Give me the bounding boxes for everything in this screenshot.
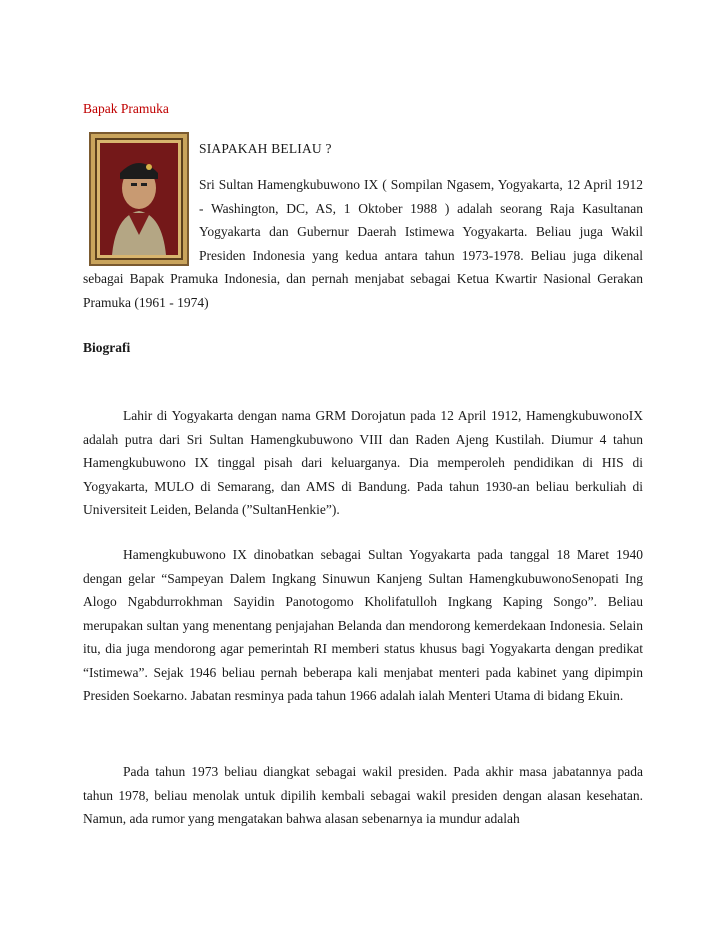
paragraph-2: Hamengkubuwono IX dinobatkan sebagai Sultan Yogyakarta pada tanggal 18 Maret 1940 dengan gelar “Sampeyan Dalem Ingkang Sinuwun Kanjeng Sultan HamengkubuwonoSenopati Ing Alogo Ngabdurrokhman Sayidin Panotogomo Kholifatulloh Ingkang Kaping Songo”. Beliau merupakan sultan yang menentang penjajahan Belanda dan mendorong kemerdekaan Indonesia. Selain itu, dia juga mendorong agar pemerintah RI memberi status khusus bagi Yogyakarta dengan predikat “Istimewa”. Sejak 1946 beliau pernah beberapa kali menjabat menteri pada kabinet yang dipimpin Presiden Soekarno. Jabatan resminya pada tahun 1966 adalah ialah Menteri Utama di bidang Ekuin. [83,547,643,703]
paragraph-3: Pada tahun 1973 beliau diangkat sebagai wakil presiden. Pada akhir masa jabatannya pada tahun 1978, beliau menolak untuk dipilih kembali sebagai wakil presiden dengan alasan kesehatan. Namun, ada rumor yang mengatakan bahwa alasan sebenarnya ia mundur adalah [83,764,643,826]
portrait-spacer [83,173,199,267]
page-heading: Bapak Pramuka [83,101,169,116]
intro-paragraph [83,173,643,314]
paragraph-1: Lahir di Yogyakarta dengan nama GRM Dorojatun pada 12 April 1912, HamengkubuwonoIX adalah putra dari Sri Sultan Hamengkubuwono VIII dan Raden Ajeng Kustilah. Diumur 4 tahun Hamengkubuwono IX tinggal pisah dari keluarganya. Dia memperoleh pendidikan di HIS di Yogyakarta, MULO di Semarang, dan AMS di Bandung. Pada tahun 1930-an beliau berkuliah di Universiteit Leiden, Belanda (”SultanHenkie”). [83,408,643,517]
intro-title: SIAPAKAH BELIAU ? [199,141,332,156]
section-heading: Biografi [83,340,131,355]
intro-text: Sri Sultan Hamengkubuwono IX ( Sompilan Ngasem, Yogyakarta, 12 April 1912 - Washington, DC, AS, 1 Oktober 1988 ) adalah seorang Raja Kasultanan Yogyakarta dan Gubernur Daerah Istimewa Yogyakarta. Beliau juga Wakil Presiden Indonesia yang kedua antara tahun 1973-1978. Beliau juga dikenal sebagai Bapak Pramuka Indonesia, dan pernah menjabat sebagai Ketua Kwartir Nasional Gerakan Pramuka (1961 - 1974) [83,177,643,310]
